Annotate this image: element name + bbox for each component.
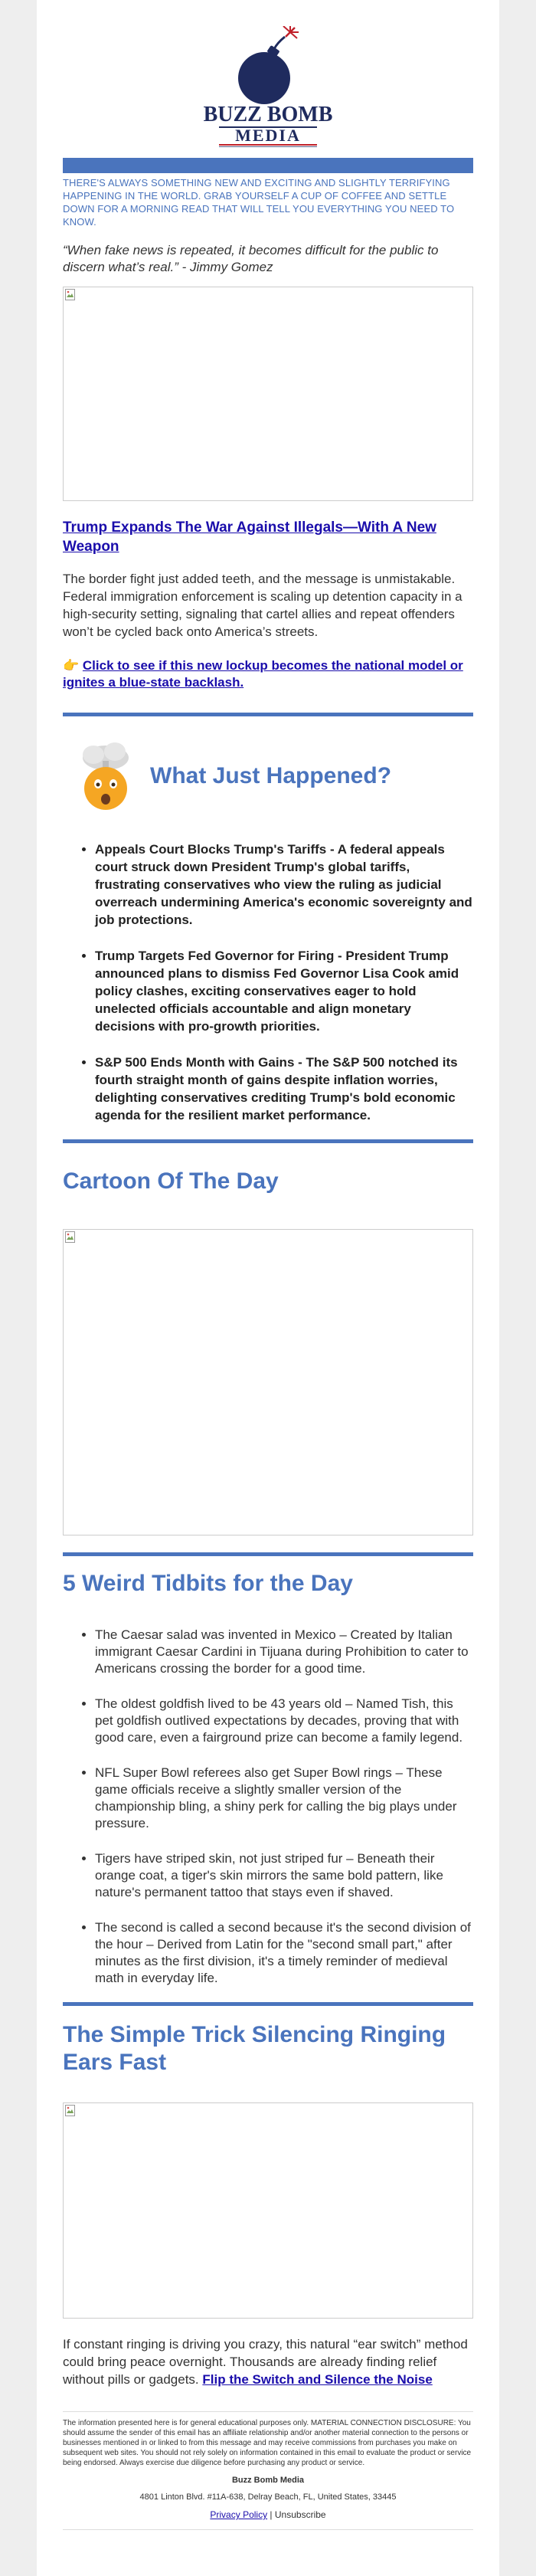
- footer-disclaimer: The information presented here is for general educational purposes only. MATERIAL CONNECTION DISCLOSURE: You should assume the sender of this email has an affiliate relationship and/or another material connection to the persons or businesses mentioned in or linked to from this message and may receive commissions from purchases you make on subsequent web sites. You should not rely solely on information contained in this email to evaluate the product or service being endorsed. Always exercise due diligence before purchasing any product or service.: [63, 2419, 472, 2467]
- list-item: • The oldest goldfish lived to be 43 years old – Named Tish, this pet goldfish outlived expectations by decades, proving that with good care, even a fairground prize can become a family legend.: [95, 1696, 473, 1746]
- ad-title: The Simple Trick Silencing Ringing Ears Fast: [63, 2022, 446, 2075]
- ad-image[interactable]: [63, 2102, 473, 2319]
- cartoon-title: Cartoon Of The Day: [63, 1168, 279, 1194]
- footer: [63, 2412, 473, 2530]
- pull-quote: “When fake news is repeated, it becomes difficult for the public to discern what’s real.” - Jimmy Gomez: [63, 243, 439, 274]
- ad-body-text: If constant ringing is driving you crazy, this natural “ear switch” method could bring peace overnight. Thousands are already finding relief without pills or gadgets.: [63, 2337, 468, 2387]
- what-happened-list: [63, 841, 473, 1124]
- list-item: • NFL Super Bowl referees also get Super Bowl rings – These game officials receive a slightly smaller version of the championship bling, a shiny perk for calling the big plays under pressure.: [95, 1765, 473, 1832]
- list-item: • S&P 500 Ends Month with Gains - The S&P 500 notched its fourth straight month of gains despite inflation worries, delighting conservatives crediting Trump's bold economic agenda for the resilient market performance.: [95, 1054, 473, 1124]
- bomb-logo-icon: [191, 26, 345, 147]
- footer-links: [63, 2509, 473, 2520]
- email-page: [37, 0, 499, 2576]
- list-item: • Trump Targets Fed Governor for Firing - President Trump announced plans to dismiss Fed Governor Lisa Cook amid policy clashes, exciting conservatives eager to hold unelected officials accountable and align monetary decisions with pro-growth priorities.: [95, 947, 473, 1035]
- cartoon-image[interactable]: [63, 1229, 473, 1535]
- pointing-hand-icon: 👉: [63, 658, 80, 673]
- brand-name-line2: MEDIA: [235, 126, 301, 145]
- section-divider: [63, 1139, 473, 1143]
- list-item: • Appeals Court Blocks Trump's Tariffs - A federal appeals court struck down President Trump's global tariffs, frustrating conservatives who view the ruling as judicial overreach undermining America's economic sovereignty and job protections.: [95, 841, 473, 929]
- ad-body: [63, 2335, 473, 2388]
- lead-story-image[interactable]: [63, 287, 473, 501]
- section-divider: [63, 713, 473, 716]
- brand-logo: [37, 0, 499, 147]
- what-happened-header: [77, 741, 473, 811]
- section-divider: [63, 1552, 473, 1556]
- footer-separator: |: [270, 2509, 273, 2520]
- lead-story-body: The border fight just added teeth, and the message is unmistakable. Federal immigration enforcement is scaling up detention capacity in a high-security setting, signaling that cartel allies and repeat offenders won’t be cycled back onto America’s streets.: [63, 572, 462, 639]
- list-item: • The second is called a second because it's the second division of the hour – Derived from Latin for the "second small part," after minutes as the first division, it's a timely reminder of medieval math in everyday life.: [95, 1919, 473, 1987]
- exploding-head-icon: [77, 741, 135, 811]
- section-divider: [63, 2002, 473, 2006]
- broken-image-icon: [65, 2105, 76, 2117]
- list-item: • The Caesar salad was invented in Mexico – Created by Italian immigrant Caesar Cardini in Tijuana during Prohibition to cater to Americans crossing the border for a good time.: [95, 1627, 473, 1677]
- footer-address: 4801 Linton Blvd. #11A-638, Delray Beach, FL, United States, 33445: [139, 2492, 397, 2502]
- brand-name-line1: BUZZ BOMB: [203, 103, 333, 126]
- privacy-policy-link[interactable]: Privacy Policy: [210, 2509, 268, 2520]
- unsubscribe-link[interactable]: Unsubscribe: [274, 2509, 326, 2520]
- broken-image-icon: [65, 1231, 76, 1244]
- header-divider-bar: [63, 158, 473, 173]
- spark-icon: [283, 26, 299, 38]
- footer-bottom-divider: [63, 2529, 473, 2530]
- intro-text: THERE'S ALWAYS SOMETHING NEW AND EXCITING AND SLIGHTLY TERRIFYING HAPPENING IN THE WORLD. GRAB YOURSELF A CUP OF COFFEE AND SETTLE DOWN FOR A MORNING READ THAT WILL TELL YOU EVERYTHING YOU NEED TO KNOW.: [63, 177, 455, 228]
- broken-image-icon: [65, 289, 76, 301]
- lead-story-cta-link[interactable]: Click to see if this new lockup becomes the national model or ignites a blue-state backlash.: [63, 658, 463, 690]
- ad-cta-link[interactable]: Flip the Switch and Silence the Noise: [202, 2372, 433, 2387]
- tidbits-list: [63, 1627, 473, 1987]
- what-happened-title: What Just Happened?: [150, 763, 392, 788]
- lead-story-cta: [63, 657, 473, 691]
- lead-story-headline-link[interactable]: Trump Expands The War Against Illegals—With A New Weapon: [63, 519, 436, 555]
- list-item: • Tigers have striped skin, not just striped fur – Beneath their orange coat, a tiger's skin mirrors the same bold pattern, like nature's permanent tattoo that stays even if shaved.: [95, 1850, 473, 1901]
- footer-company: Buzz Bomb Media: [231, 2476, 305, 2485]
- tidbits-title: 5 Weird Tidbits for the Day: [63, 1571, 353, 1596]
